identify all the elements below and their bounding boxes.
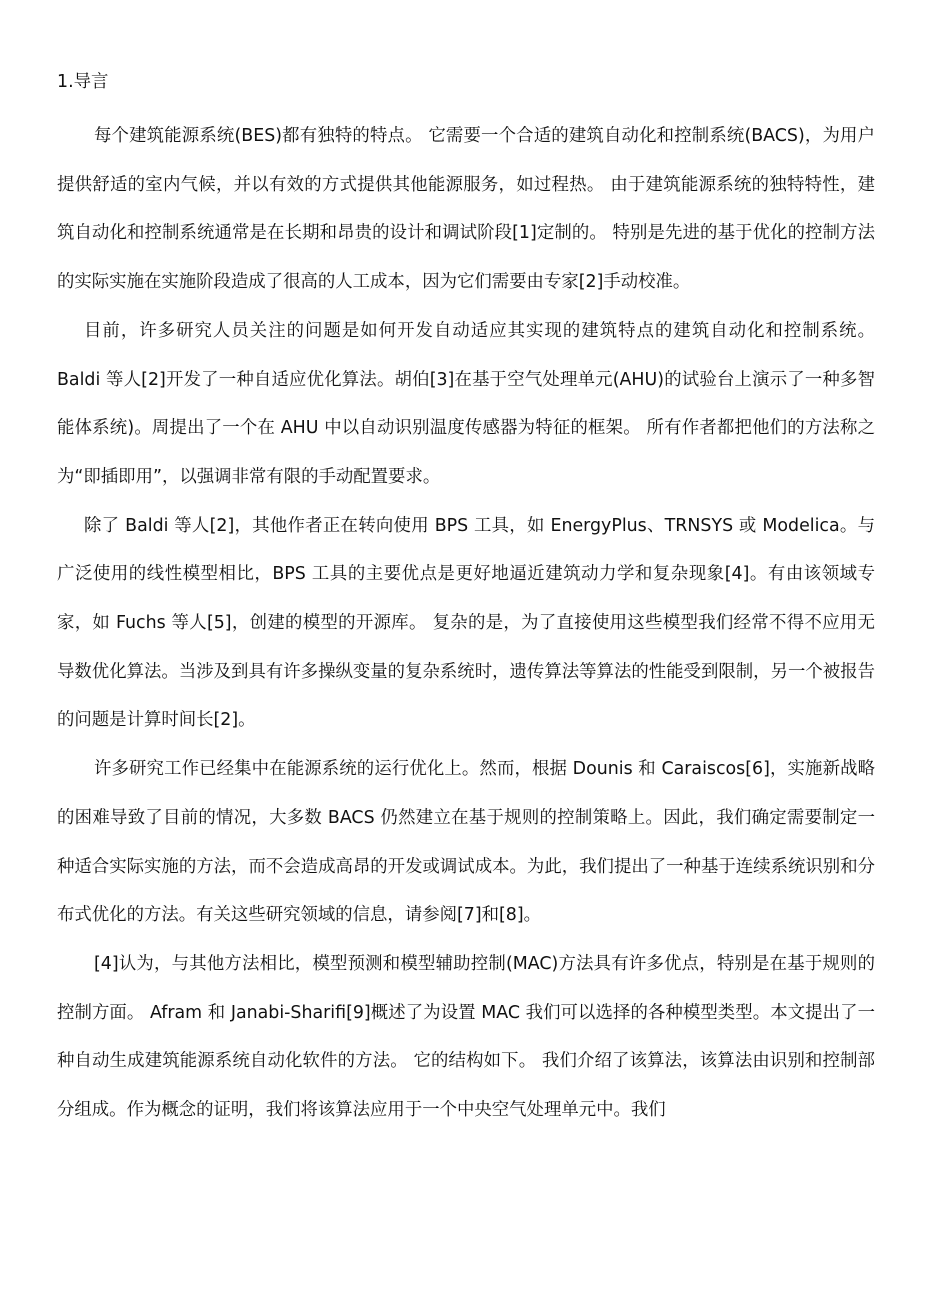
- section-heading: 1.导言: [57, 72, 109, 92]
- paragraph-4: 许多研究工作已经集中在能源系统的运行优化上。然而，根据 Dounis 和 Caraiscos[6]，实施新战略的困难导致了目前的情况，大多数 BACS 仍然建立在基于规则的控制策略上。因此，我们确定需要制定一种适合实际实施的方法，而不会造成高昂的开发或调试成本。为此，我们提出了一种基于连续系统识别和分布式优化的方法。有关这些研究领域的信息，请参阅[7]和[8]。: [57, 759, 875, 926]
- paragraph-3: 除了 Baldi 等人[2]，其他作者正在转向使用 BPS 工具，如 EnergyPlus、TRNSYS 或 Modelica。与广泛使用的线性模型相比，BPS 工具的主要优点是更好地逼近建筑动力学和复杂现象[4]。有由该领域专家，如 Fuchs 等人[5]，创建的模型的开源库。 复杂的是，为了直接使用这些模型我们经常不得不应用无导数优化算法。当涉及到具有许多操纵变量的复杂系统时，遗传算法等算法的性能受到限制，另一个被报告的问题是计算时间长[2]。: [57, 515, 875, 731]
- paragraph-1: 每个建筑能源系统(BES)都有独特的特点。 它需要一个合适的建筑自动化和控制系统(BACS)，为用户提供舒适的室内气候，并以有效的方式提供其他能源服务，如过程热。 由于建筑能源系统的独特特性，建筑自动化和控制系统通常是在长期和昂贵的设计和调试阶段[1]定制的。 特别是先进的基于优化的控制方法的实际实施在实施阶段造成了很高的人工成本，因为它们需要由专家[2]手动校准。: [57, 126, 875, 293]
- document-body: [57, 68, 875, 1135]
- paragraph-5: [4]认为，与其他方法相比，模型预测和模型辅助控制(MAC)方法具有许多优点，特别是在基于规则的控制方面。 Afram 和 Janabi-Sharifi[9]概述了为设置 MAC 我们可以选择的各种模型类型。本文提出了一种自动生成建筑能源系统自动化软件的方法。 它的结构如下。 我们介绍了该算法，该算法由识别和控制部分组成。作为概念的证明，我们将该算法应用于一个中央空气处理单元中。我们: [57, 953, 875, 1121]
- paragraph-2: 目前，许多研究人员关注的问题是如何开发自动适应其实现的建筑特点的建筑自动化和控制系统。Baldi 等人[2]开发了一种自适应优化算法。胡伯[3]在基于空气处理单元(AHU)的试验台上演示了一种多智能体系统)。周提出了一个在 AHU 中以自动识别温度传感器为特征的框架。 所有作者都把他们的方法称之为“即插即用”，以强调非常有限的手动配置要求。: [57, 320, 875, 487]
